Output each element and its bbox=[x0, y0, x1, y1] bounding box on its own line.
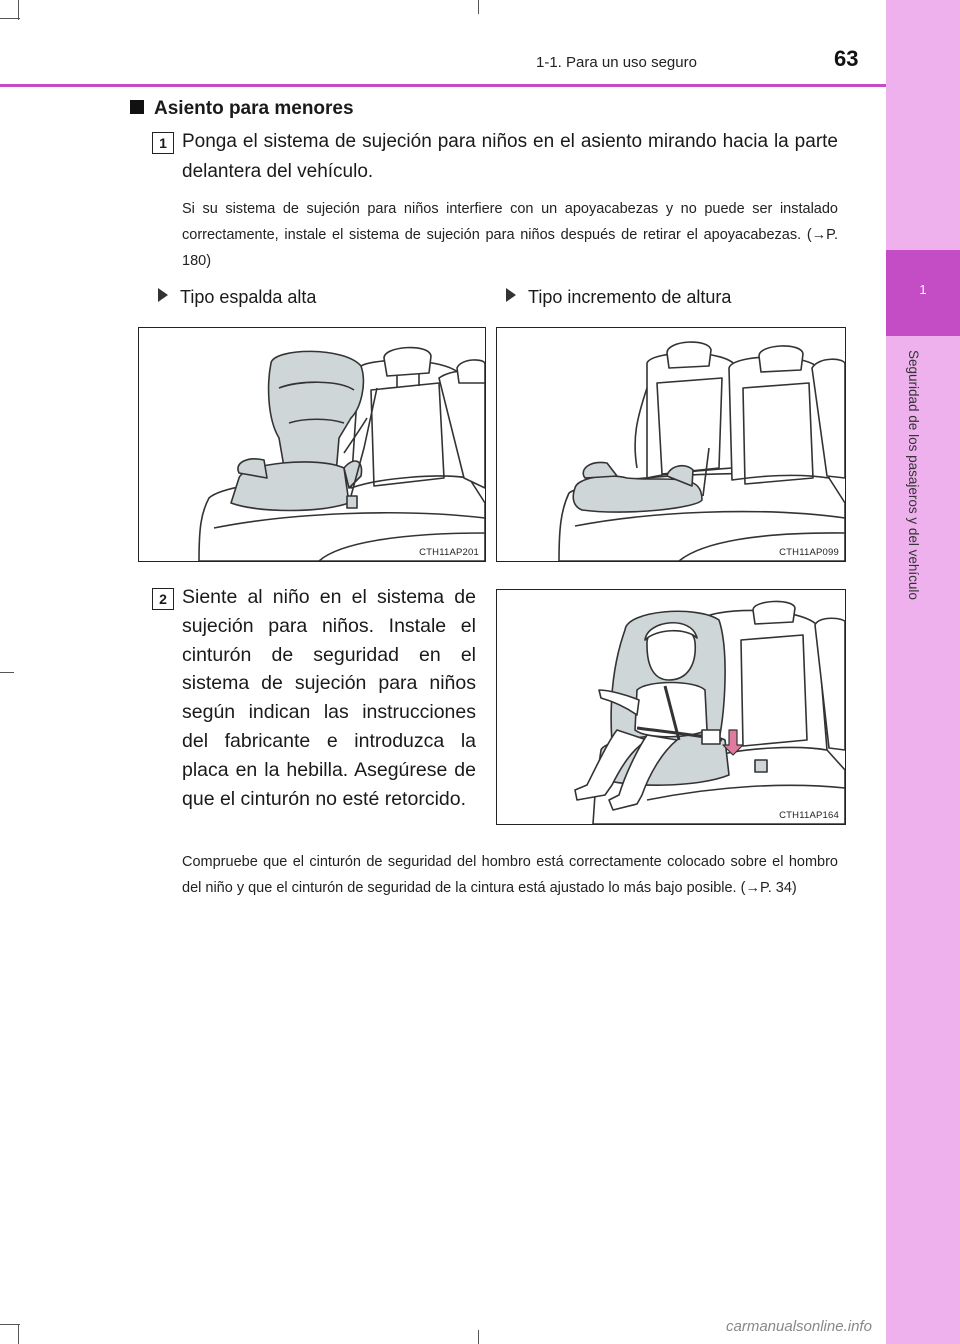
crop-mark bbox=[0, 18, 20, 19]
running-header-section: 1-1. Para un uso seguro bbox=[536, 54, 697, 71]
subhead-booster-label: Tipo incremento de altura bbox=[528, 287, 732, 307]
step-1-badge: 1 bbox=[152, 132, 174, 154]
illustration-booster bbox=[497, 328, 845, 561]
figure-booster-seat bbox=[496, 327, 846, 562]
chapter-title: Seguridad de los pasajeros y del vehículo bbox=[906, 350, 921, 600]
crop-mark bbox=[0, 672, 14, 673]
figure-code: CTH11AP164 bbox=[779, 810, 839, 821]
chapter-sidebar bbox=[886, 0, 960, 1344]
crop-mark bbox=[478, 1330, 479, 1344]
illustration-child-seated bbox=[497, 590, 845, 824]
figure-code: CTH11AP099 bbox=[779, 547, 839, 558]
subhead-high-back bbox=[158, 287, 316, 308]
section-title bbox=[130, 98, 354, 120]
crop-mark bbox=[478, 0, 479, 14]
crop-mark bbox=[0, 1324, 20, 1325]
header-rule bbox=[0, 84, 886, 87]
step-2-text: Siente al niño en el sistema de sujeción para niños. Instale el cinturón de seguridad en el sistema de sujeción para niños según indican las instrucciones del fabricante e introduzca la placa en la hebilla. Asegúrese de que el cinturón no esté retorcido. bbox=[182, 586, 476, 810]
step-2-badge: 2 bbox=[152, 588, 174, 610]
figure-child-in-seat bbox=[496, 589, 846, 825]
crop-mark bbox=[18, 1324, 19, 1344]
page-number: 63 bbox=[834, 46, 859, 71]
illustration-high-back bbox=[139, 328, 485, 561]
step-1-text: Ponga el sistema de sujeción para niños en el asiento mirando hacia la parte delantera del vehículo. bbox=[182, 131, 838, 182]
chapter-number: 1 bbox=[919, 282, 927, 297]
step-1-note: Si su sistema de sujeción para niños interfiere con un apoyacabezas y no puede ser instalado correctamente, instale el sistema de sujeción para niños después de retirar el apoyacabezas. (→P. 180) bbox=[182, 201, 838, 269]
subhead-high-back-label: Tipo espalda alta bbox=[180, 287, 317, 307]
square-bullet-icon bbox=[130, 100, 144, 114]
figure-code: CTH11AP201 bbox=[419, 547, 479, 558]
triangle-bullet-icon bbox=[158, 288, 168, 302]
subhead-booster bbox=[506, 287, 731, 308]
figure-high-back-seat bbox=[138, 327, 486, 562]
watermark: carmanualsonline.info bbox=[726, 1318, 872, 1335]
triangle-bullet-icon bbox=[506, 288, 516, 302]
crop-mark bbox=[18, 0, 19, 20]
step-2-note: Compruebe que el cinturón de seguridad del hombro está correctamente colocado sobre el hombro del niño y que el cinturón de seguridad de la cintura está ajustado lo más bajo posible. (→P. 34) bbox=[182, 854, 838, 896]
section-title-text: Asiento para menores bbox=[154, 98, 354, 119]
